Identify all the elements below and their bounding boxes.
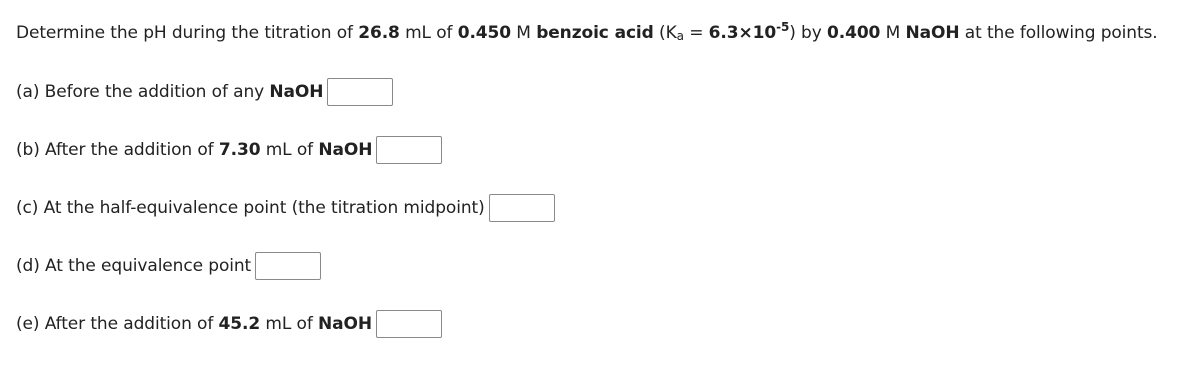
part-b-base: NaOH [318, 140, 373, 160]
part-b [16, 136, 442, 164]
base-name: NaOH [905, 23, 960, 43]
part-c-label: (c) At the half-equivalence point (the titration midpoint) [16, 198, 485, 218]
question-fragment: M [511, 23, 537, 43]
part-a-answer-input[interactable] [327, 78, 393, 106]
part-a-label [16, 82, 323, 102]
part-c-answer-input[interactable] [489, 194, 555, 222]
part-b-text: (b) After the addition of [16, 140, 219, 160]
question-fragment: M [880, 23, 906, 43]
question-text [16, 20, 1158, 46]
question-fragment: = [683, 23, 709, 43]
acid-volume: 26.8 [358, 23, 400, 43]
acid-name: benzoic acid [536, 23, 654, 43]
part-b-text-mid: mL of [260, 140, 319, 160]
part-e-label [16, 314, 372, 334]
ka-mantissa: 6.3×10 [708, 23, 777, 43]
question-fragment: (K [653, 23, 677, 43]
question-fragment: Determine the pH during the titration of [16, 23, 359, 43]
part-c [16, 194, 555, 222]
question-fragment: mL of [399, 23, 458, 43]
part-e [16, 310, 442, 338]
part-e-answer-input[interactable] [376, 310, 442, 338]
part-b-answer-input[interactable] [376, 136, 442, 164]
part-a-bold: NaOH [269, 82, 324, 102]
part-a [16, 78, 393, 106]
ka-value [708, 20, 790, 43]
part-d-answer-input[interactable] [255, 252, 321, 280]
part-b-label [16, 140, 372, 160]
part-e-base: NaOH [318, 314, 373, 334]
part-e-text-mid: mL of [260, 314, 319, 334]
part-e-volume: 45.2 [218, 314, 261, 334]
acid-concentration: 0.450 [457, 23, 511, 43]
ka-exponent: -5 [776, 20, 790, 34]
part-e-text: (e) After the addition of [16, 314, 219, 334]
part-a-text: (a) Before the addition of any [16, 82, 270, 102]
ka-subscript: a [676, 29, 684, 43]
base-concentration: 0.400 [827, 23, 881, 43]
part-d-label: (d) At the equivalence point [16, 256, 252, 276]
question-fragment: at the following points. [959, 23, 1158, 43]
question-fragment: ) by [789, 23, 828, 43]
part-d [16, 252, 321, 280]
part-b-volume: 7.30 [218, 140, 261, 160]
